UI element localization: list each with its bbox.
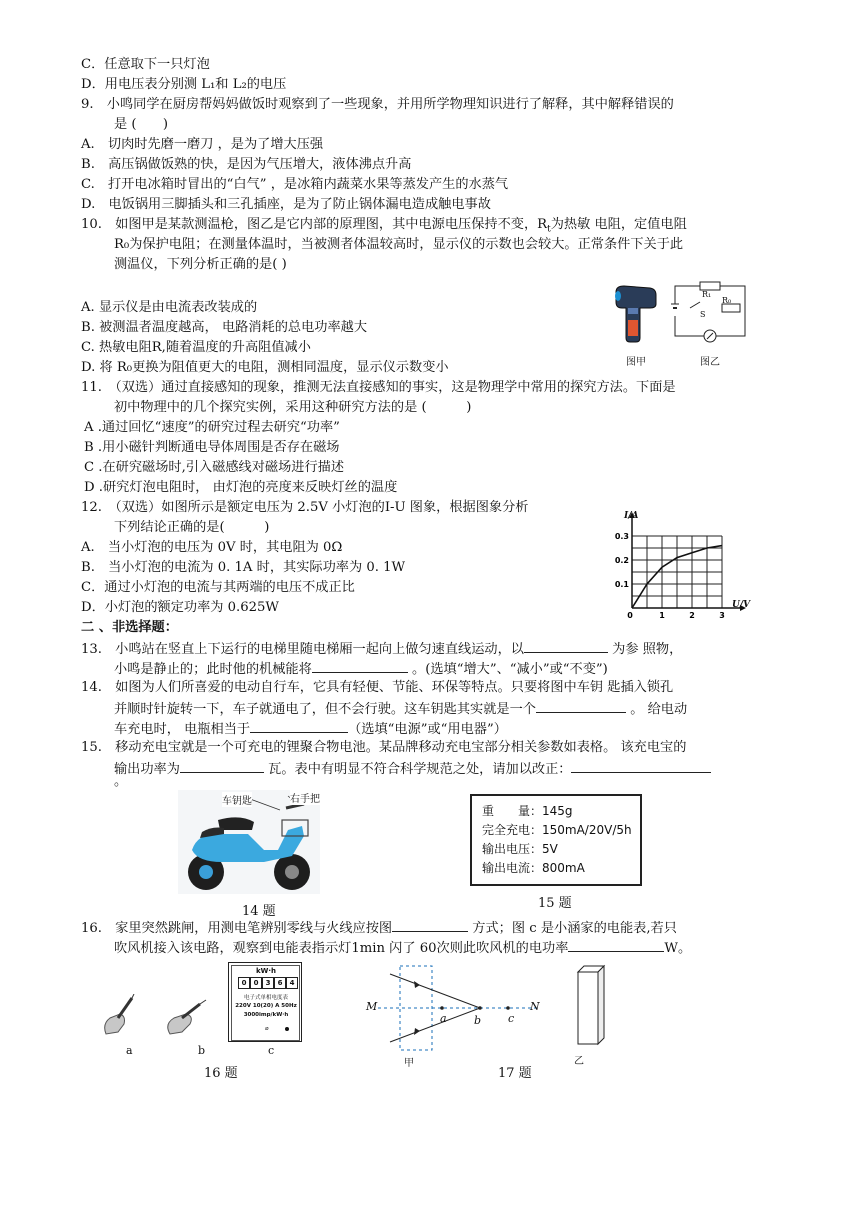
q16-stem-2: 吹风机接入该电路，观察到电能表指示灯1min 闪了 60次则此吹风机的电功率 W。 (114, 938, 691, 958)
q16-stem: 16. 家里突然跳闸，用测电笔辨别零线与火线应按图 方式；图 c 是小涵家的电能表,若只 (81, 918, 677, 938)
q17-caption: 17 题 (498, 1066, 532, 1081)
meter-digit: 6 (274, 977, 286, 989)
q11-option-d: D .研究灯泡电阻时， 由灯泡的亮度来反映灯丝的温度 (84, 480, 398, 495)
meter-digits (238, 977, 298, 989)
power-bank-spec-table (470, 794, 642, 886)
q9-option-a: A. 切肉时先磨一磨刀 ，是为了增大压强 (81, 137, 324, 152)
q10-stem: 10. 如图甲是某款测温枪，图乙是它内部的原理图，其中电源电压保持不变，$R_t$为热敏 电阻，定值电阻 (81, 217, 687, 235)
lens-jia-label: 甲 (404, 1058, 414, 1069)
q12-option-a: A. 当小灯泡的电压为 0V 时，其电阻为 0Ω (81, 540, 343, 555)
q13-blank-1[interactable] (524, 639, 608, 653)
q12-stem-2: 下列结论正确的是( ) (114, 520, 270, 535)
meter-unit: kW·h (255, 967, 277, 975)
chart-grid (632, 536, 722, 608)
q15-blank-2[interactable] (571, 759, 711, 773)
chart-x-axis-label: U/V (732, 600, 751, 610)
lens-a-label: a (440, 1012, 447, 1025)
meter-spec: 220V 10(20) A 50Hz (235, 1003, 297, 1009)
bike-handle-label: 右手把 (290, 790, 320, 805)
q9-option-b: B. 高压锅做饭熟的快，是因为气压增大，液体沸点升高 (81, 157, 412, 172)
meter-name: 电子式单相电度表 (243, 995, 288, 1001)
meter-digit: 4 (286, 977, 298, 989)
bike-key-label: 车钥匙 (222, 792, 252, 807)
q15-stem: 15. 移动充电宝就是一个可充电的锂聚合物电池。某品牌移动充电宝部分相关参数如表格。 该充电宝的 (81, 740, 687, 755)
electric-meter-figure (228, 962, 302, 1042)
q12-option-b: B. 当小灯泡的电流为 0. 1A 时，其实际功率为 0. 1W (81, 560, 406, 575)
spec-row-voltage: 输出电压：5V (482, 842, 558, 856)
meter-digit: 0 (250, 977, 262, 989)
q9-option-d: D. 电饭锅用三脚插头和三孔插座，是为了防止锅体漏电造成触电事故 (81, 197, 491, 212)
y-tick-label: 0.3 (614, 532, 629, 541)
section-heading: 二 、非选择题： (81, 620, 178, 635)
fig-jia-label: 图甲 (626, 357, 646, 368)
q11-stem-2: 初中物理中的几个探究实例，采用这种研究方法的是 ( ) (114, 400, 472, 415)
y-tick-label: 0.1 (614, 580, 629, 589)
q11-stem: 11. （双选）通过直接感知的现象，推测无法直接感知的事实，这是物理学中常用的探究方法。下面是 (81, 380, 676, 395)
chart-y-axis-label: I/A (624, 511, 639, 521)
q14-caption: 14 题 (242, 904, 276, 919)
lens-yi-label: 乙 (574, 1056, 584, 1067)
q12-option-c: C．通过小灯泡的电流与其两端的电压不成正比 (81, 580, 355, 595)
pen-a-label: a (126, 1044, 133, 1057)
q14-stem-3: 车充电时， 电瓶相当于 （选填“电源”或“用电器”） (114, 719, 507, 739)
x-tick-label: 1 (659, 611, 665, 620)
q13-stem-2: 小鸣是静止的；此时他的机械能将 。(选填“增大”、“减小”或“不变”) (114, 659, 608, 679)
q15-caption: 15 题 (538, 896, 572, 911)
q8-option-d: D．用电压表分别测 L₁和 L₂的电压 (81, 77, 287, 92)
y-tick-label: 0.2 (614, 556, 629, 565)
x-tick-label: 2 (689, 611, 695, 620)
q12-stem: 12. （双选）如图所示是额定电压为 2.5V 小灯泡的I-U 图象，根据图象分析 (81, 500, 529, 515)
spec-row-charge: 完全充电：150mA/20V/5h (482, 823, 632, 837)
q14-blank-2[interactable] (250, 719, 348, 733)
q12-option-d: D．小灯泡的额定功率为 0.625W (81, 600, 279, 615)
lens-m-label: M (366, 1000, 378, 1013)
q9-option-c: C. 打开电冰箱时冒出的“白气” ，是冰箱内蔬菜水果等蒸发产生的水蒸气 (81, 177, 509, 192)
q16-caption: 16 题 (204, 1066, 238, 1081)
meter-screw-icon: ⌀ (265, 1025, 269, 1032)
meter-indicator-light-icon (285, 1027, 289, 1031)
q10-option-c: C. 热敏电阻R,随着温度的升高阻值减小 (81, 340, 311, 355)
q10-stem-2: R₀为保护电阻；在测量体温时，当被测者体温较高时，显示仪的示数也会较大。正常条件下关于此 (114, 237, 684, 252)
glass-block-figure (574, 962, 608, 1046)
q14-stem-2: 并顺时针旋转一下，车子就通电了，但不会行驶。这车钥匙其实就是一个 。 给电动 (114, 699, 687, 719)
r1-label: R₁ (702, 290, 712, 299)
test-pen-a-figure (98, 994, 146, 1038)
q8-option-c: C．任意取下一只灯泡 (81, 57, 210, 72)
q14-blank-1[interactable] (536, 699, 626, 713)
x-tick-label: 0 (627, 611, 633, 620)
q10-option-d: D. 将 R₀更换为阻值更大的电阻，测相同温度，显示仪示数变小 (81, 360, 449, 375)
q14-stem: 14. 如图为人们所喜爱的电动自行车，它具有轻便、节能、环保等特点。只要将图中车钥 匙插入锁孔 (81, 680, 674, 695)
q15-period: 。 (114, 774, 128, 789)
q15-blank-1[interactable] (180, 759, 264, 773)
q13-stem: 13. 小鸣站在竖直上下运行的电梯里随电梯厢一起向上做匀速直线运动，以 为参 照物， (81, 639, 682, 659)
lens-n-label: N (530, 1000, 540, 1013)
q9-stem: 9. 小鸣同学在厨房帮妈妈做饭时观察到了一些现象，并用所学物理知识进行了解释，其中解释错误的 (81, 97, 674, 112)
q9-stem-2: 是 ( ) (114, 117, 169, 132)
fig-yi-label: 图乙 (700, 357, 720, 368)
meter-digit: 0 (238, 977, 250, 989)
q16-blank-1[interactable] (392, 918, 468, 932)
meter-digit: 3 (262, 977, 274, 989)
spec-row-weight: 重 量：145g (482, 804, 573, 818)
thermometer-gun-figure (610, 280, 658, 350)
q11-option-c: C .在研究磁场时,引入磁感线对磁场进行描述 (84, 460, 345, 475)
q11-option-b: B .用小磁针判断通电导体周围是否存在磁场 (84, 440, 340, 455)
switch-label: S (700, 310, 706, 319)
q15-stem-2: 输出功率为 瓦。表中有明显不符合科学规范之处，请加以改正： (114, 759, 711, 779)
r0-label: R₀ (722, 296, 732, 305)
lens-b-label: b (474, 1014, 482, 1027)
q10-stem-3: 测温仪，下列分析正确的是( ) (114, 257, 287, 272)
q11-option-a: A .通过回忆“速度”的研究过程去研究“功率” (84, 420, 340, 435)
q13-blank-2[interactable] (312, 659, 408, 673)
meter-c-label: c (268, 1044, 275, 1057)
meter-imp: 3000imp/kW·h (243, 1012, 289, 1018)
test-pen-b-figure (160, 994, 210, 1038)
spec-row-current: 输出电流：800mA (482, 861, 585, 875)
q10-option-a: A. 显示仪是由电流表改装成的 (81, 300, 258, 315)
x-tick-label: 3 (719, 611, 725, 620)
q10-option-b: B. 被测温者温度越高， 电路消耗的总电功率越大 (81, 320, 368, 335)
lens-c-label: c (508, 1012, 515, 1025)
pen-b-label: b (198, 1044, 206, 1057)
q16-blank-2[interactable] (568, 938, 664, 952)
